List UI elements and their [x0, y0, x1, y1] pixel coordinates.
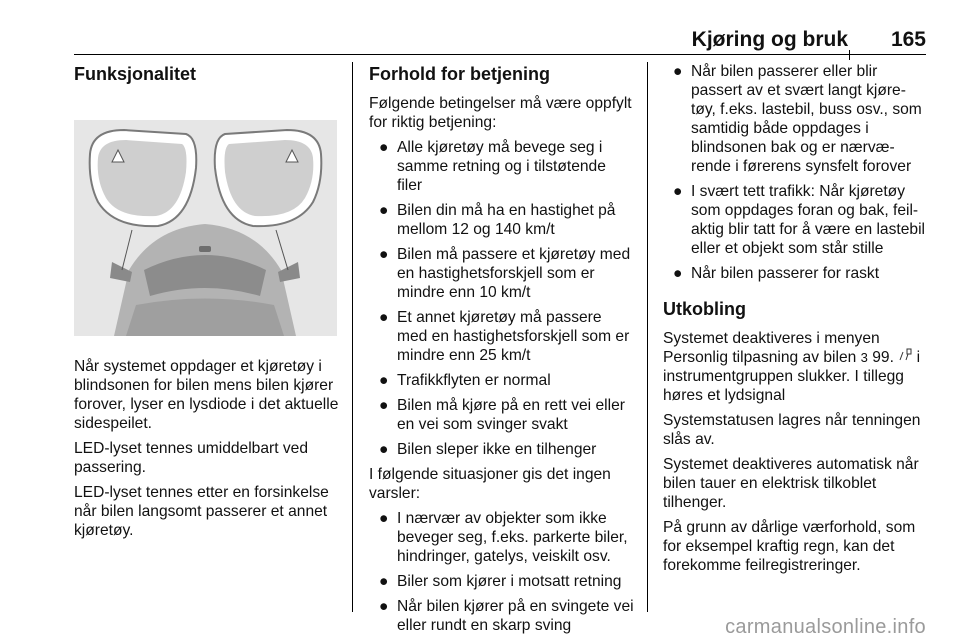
list-item: ● I nærvær av objekter som ikke beveger seg, f.eks. parkerte biler, hindringer, gatelys, veiskilt osv.: [379, 510, 628, 565]
conditions-intro: Følgende betingelser må være oppfylt for riktig betjening:: [369, 95, 632, 131]
arrow-right-icon: 3: [860, 350, 868, 365]
watermark: carmanualsonline.info: [725, 616, 926, 638]
situations-list-continued: [663, 62, 928, 283]
page-number: 165: [890, 28, 926, 51]
paragraph: LED-lyset tennes umiddelbart ved passering.: [74, 440, 309, 476]
list-item: ● Når bilen kjører på en svingete vei eller rundt en skarp sving: [379, 598, 634, 634]
bullet: ●: [379, 510, 389, 527]
column-functionality: [74, 62, 346, 546]
paragraph: Systemstatusen lagres når tenningen slås av.: [663, 412, 921, 448]
bullet: ●: [673, 183, 683, 200]
header-separator: [849, 50, 850, 60]
bullet: ●: [379, 246, 389, 263]
list-item: ● Bilen må passere et kjøretøy med en hastighetsforskjell som er mindre enn 10 km/t: [379, 246, 631, 301]
bullet: ●: [379, 397, 389, 414]
conditions-list: [369, 138, 635, 459]
bullet: ●: [379, 573, 389, 590]
bullet: ●: [673, 63, 683, 80]
column-divider-right: [647, 62, 648, 612]
paragraph: [663, 329, 928, 405]
text: i instrumentgruppen slukker. I tillegg høres et lydsignal: [663, 349, 921, 404]
paragraph: LED-lyset tennes etter en forsinkelse når bilen langsomt passerer et annet kjøretøy.: [74, 484, 329, 539]
bullet: ●: [379, 441, 389, 458]
bullet: ●: [379, 309, 389, 326]
list-item: ● Bilen sleper ikke en tilhenger: [379, 441, 597, 458]
header-rule: [74, 54, 926, 55]
bullet: ●: [379, 139, 389, 156]
column-deactivation: [663, 62, 928, 581]
situations-intro: I følgende situasjoner gis det ingen varsler:: [369, 466, 611, 502]
list-item: ● Bilen må kjøre på en rett vei eller en vei som svinger svakt: [379, 397, 625, 433]
bullet: ●: [379, 598, 389, 615]
section-title: Kjøring og bruk: [691, 28, 848, 51]
column-divider-left: [352, 62, 353, 612]
list-item: ● Alle kjøretøy må bevege seg i samme retning og i tilstøtende filer: [379, 139, 606, 194]
list-item: ● Biler som kjører i motsatt retning: [379, 573, 622, 590]
list-item: ● I svært tett trafikk: Når kjøretøy som oppdages foran og bak, feil-aktig blir tatt for å være en lastebil eller et objekt som står stille: [673, 183, 926, 257]
list-item: ● Trafikkflyten er normal: [379, 372, 551, 389]
bullet: ●: [379, 202, 389, 219]
blind-spot-warning-icon: [898, 348, 912, 362]
heading-operating-conditions: Forhold for betjening: [369, 64, 550, 84]
list-item: ● Når bilen passerer for raskt: [673, 265, 880, 282]
mirror-illustration: [74, 120, 337, 336]
bullet: ●: [673, 265, 683, 282]
paragraph: På grunn av dårlige værforhold, som for eksempel kraftig regn, kan det forekomme feilregistreringer.: [663, 519, 916, 574]
list-item: ● Bilen din må ha en hastighet på mellom 12 og 140 km/t: [379, 202, 616, 238]
page-header: [626, 24, 926, 56]
list-item: ● Et annet kjøretøy må passere med en hastighetsforskjell som er mindre enn 25 km/t: [379, 309, 630, 364]
situations-list: [369, 509, 635, 635]
bullet: ●: [379, 372, 389, 389]
heading-functionality: Funksjonalitet: [74, 64, 197, 84]
page-reference-link[interactable]: 3 99.: [860, 349, 894, 366]
text: Systemet deaktiveres i menyen Personlig tilpasning av bilen: [663, 330, 880, 366]
paragraph: Når systemet oppdager et kjøretøy i blindsonen for bilen mens bilen kjører forover, lyser en lysdiode i det aktuelle sidespeilet.: [74, 358, 339, 432]
column-operating-conditions: [369, 62, 635, 641]
paragraph: Systemet deaktiveres automatisk når bilen tauer en elektrisk tilkoblet tilhenger.: [663, 456, 919, 511]
list-item: ● Når bilen passerer eller blir passert av et svært langt kjøre-tøy, f.eks. lastebil, buss osv., som samtidig både oppdages i blindsonen bak og er nærvæ-rende i førerens synsfelt forover: [673, 63, 922, 175]
heading-deactivation: Utkobling: [663, 299, 746, 319]
